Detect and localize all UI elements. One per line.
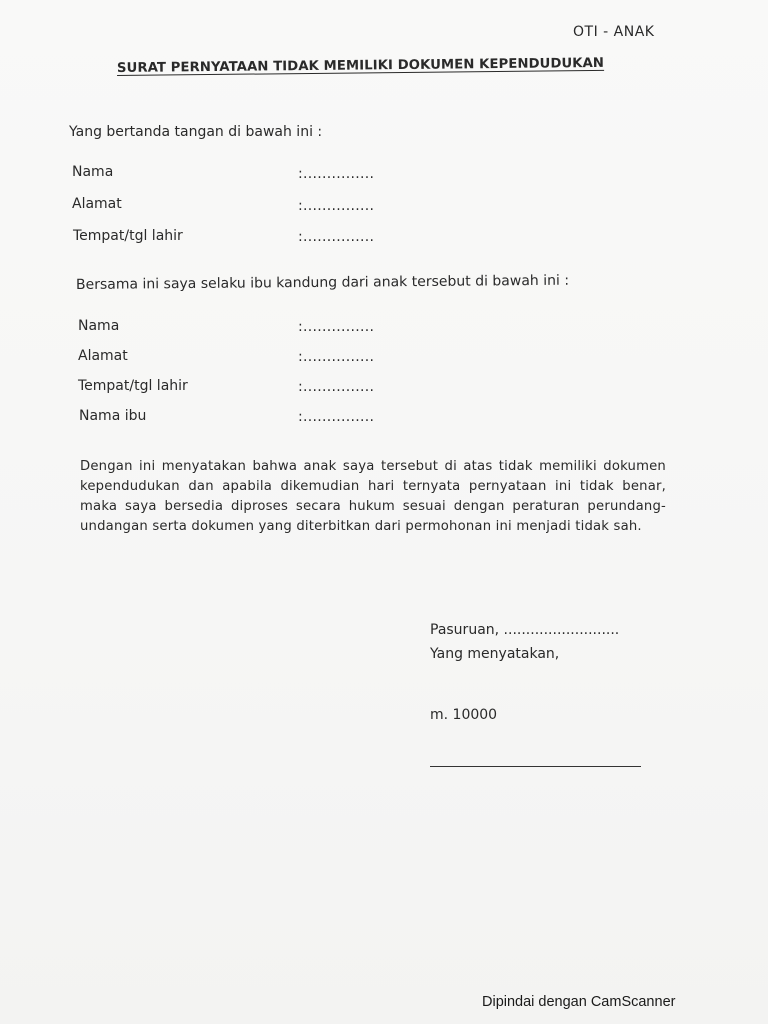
signer-birth-label: Tempat/tgl lahir (73, 228, 183, 244)
child-birth-value: :............... (298, 379, 375, 395)
signer-name-label: Nama (72, 164, 114, 180)
document-title: SURAT PERNYATAAN TIDAK MEMILIKI DOKUMEN KEPENDUDUKAN (116, 55, 605, 76)
child-intro: Bersama ini saya selaku ibu kandung dari anak tersebut di bawah ini : (75, 272, 570, 293)
child-name-label: Nama (78, 318, 120, 334)
signature-statement: Yang menyatakan, (430, 646, 560, 662)
stamp-duty-note: m. 10000 (430, 707, 498, 723)
signer-intro: Yang bertanda tangan di bawah ini : (69, 124, 323, 140)
signature-place-date: Pasuruan, .......................... (430, 622, 620, 638)
signer-address-value: :............... (298, 198, 375, 214)
mother-name-value: :............... (298, 409, 375, 425)
child-address-value: :............... (298, 349, 375, 365)
camscanner-watermark: Dipindai dengan CamScanner (482, 994, 676, 1010)
mother-name-label: Nama ibu (79, 408, 147, 424)
signer-address-label: Alamat (72, 196, 122, 212)
form-code: OTI - ANAK (573, 24, 655, 40)
signer-birth-value: :............... (298, 229, 375, 245)
statement-paragraph: Dengan ini menyatakan bahwa anak saya tersebut di atas tidak memiliki dokumen kependudukan dan apabila dikemudian hari ternyata pernyataan ini tidak benar, maka saya bersedia diproses secara hukum sesuai dengan peraturan perundang-undangan serta dokumen yang diterbitkan dari permohonan ini menjadi tidak sah. (80, 459, 666, 534)
child-birth-label: Tempat/tgl lahir (78, 378, 188, 394)
child-name-value: :............... (298, 319, 375, 335)
child-address-label: Alamat (78, 348, 128, 364)
signer-name-value: :............... (298, 166, 375, 182)
signature-line (430, 766, 641, 767)
